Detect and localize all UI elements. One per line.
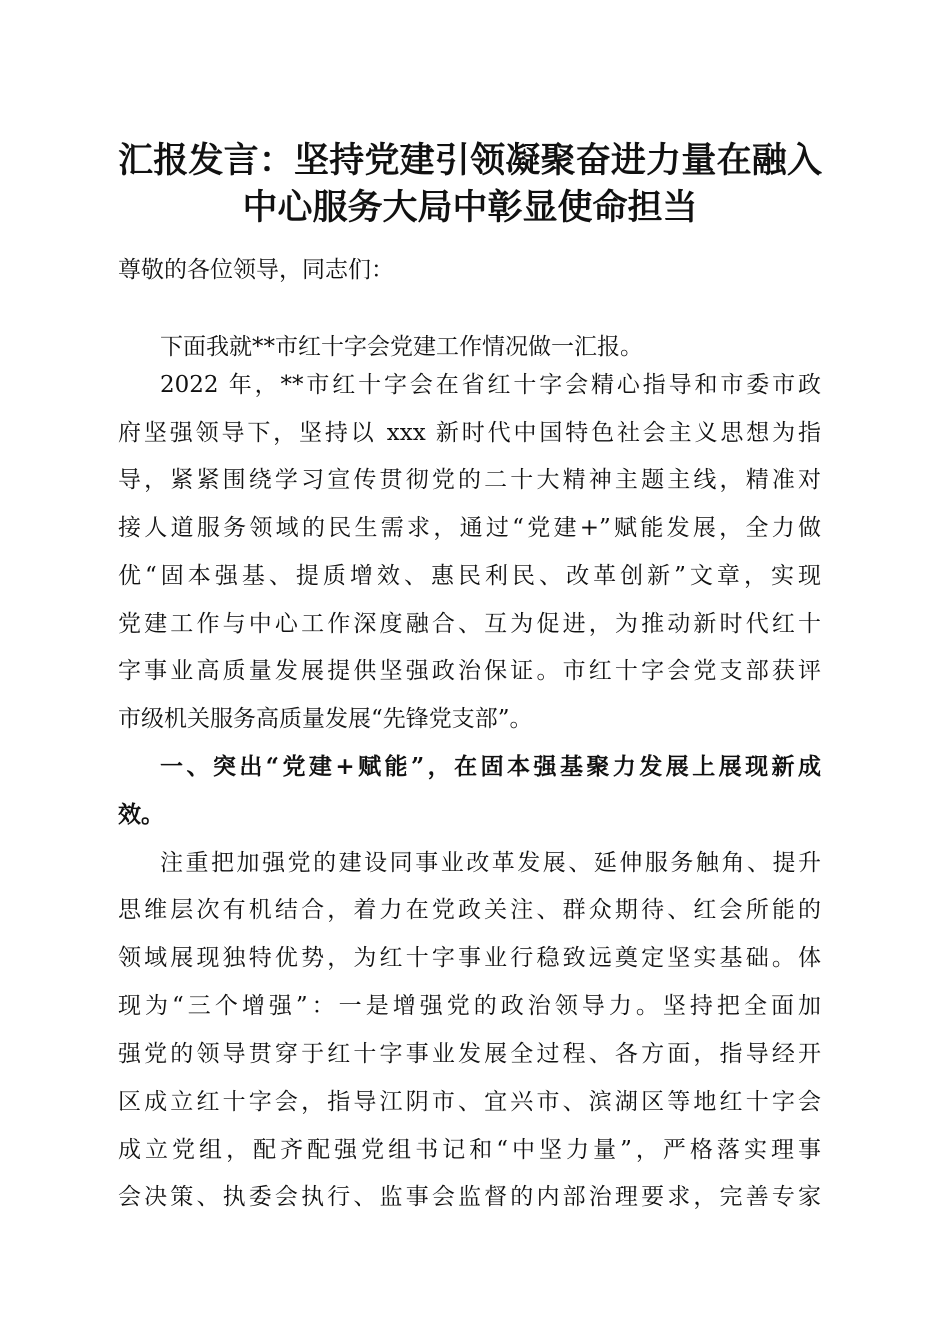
document-title-line-1: 汇报发言：坚持党建引领凝聚奋进力量在融入 (118, 140, 822, 181)
intro-paragraph: 下面我就**市红十字会党建工作情况做一汇报。 (160, 334, 643, 360)
paragraph-1-line: 接人道服务领域的民生需求，通过“党建+”赋能发展，全力做 (118, 515, 821, 541)
paragraph-1-line: 党建工作与中心工作深度融合、互为促进，为推动新时代红十 (118, 611, 821, 637)
paragraph-2-line: 领域展现独特优势，为红十字事业行稳致远奠定坚实基础。体 (118, 945, 821, 971)
paragraph-2-line: 思维层次有机结合，着力在党政关注、群众期待、红会所能的 (118, 897, 821, 923)
paragraph-2-line: 成立党组，配齐配强党组书记和“中坚力量”，严格落实理事 (118, 1137, 821, 1163)
section-heading-1: 一、突出“党建+赋能”，在固本强基聚力发展上展现新成 (160, 753, 821, 780)
paragraph-2-line: 区成立红十字会，指导江阴市、宜兴市、滨湖区等地红十字会 (118, 1089, 821, 1115)
paragraph-1-line: 2022 年，**市红十字会在省红十字会精心指导和市委市政 (160, 372, 821, 398)
paragraph-1-line: 优“固本强基、提质增效、惠民利民、改革创新”文章，实现 (118, 563, 821, 589)
paragraph-2-line: 会决策、执委会执行、监事会监督的内部治理要求，完善专家 (118, 1184, 821, 1210)
paragraph-2-line: 现为“三个增强”：一是增强党的政治领导力。坚持把全面加 (118, 993, 821, 1019)
salutation: 尊敬的各位领导，同志们： (118, 257, 394, 283)
paragraph-1-line: 导，紧紧围绕学习宣传贯彻党的二十大精神主题主线，精准对 (118, 467, 821, 493)
paragraph-1-line: 市级机关服务高质量发展“先锋党支部”。 (118, 706, 533, 732)
document-title-line-2: 中心服务大局中彰显使命担当 (242, 187, 698, 228)
section-heading-1-cont: 效。 (118, 801, 164, 828)
paragraph-2-line: 强党的领导贯穿于红十字事业发展全过程、各方面，指导经开 (118, 1041, 821, 1067)
paragraph-2-line: 注重把加强党的建设同事业改革发展、延伸服务触角、提升 (160, 850, 821, 876)
paragraph-1-line: 字事业高质量发展提供坚强政治保证。市红十字会党支部获评 (118, 658, 821, 684)
paragraph-1-line: 府坚强领导下，坚持以 xxx 新时代中国特色社会主义思想为指 (118, 420, 821, 446)
